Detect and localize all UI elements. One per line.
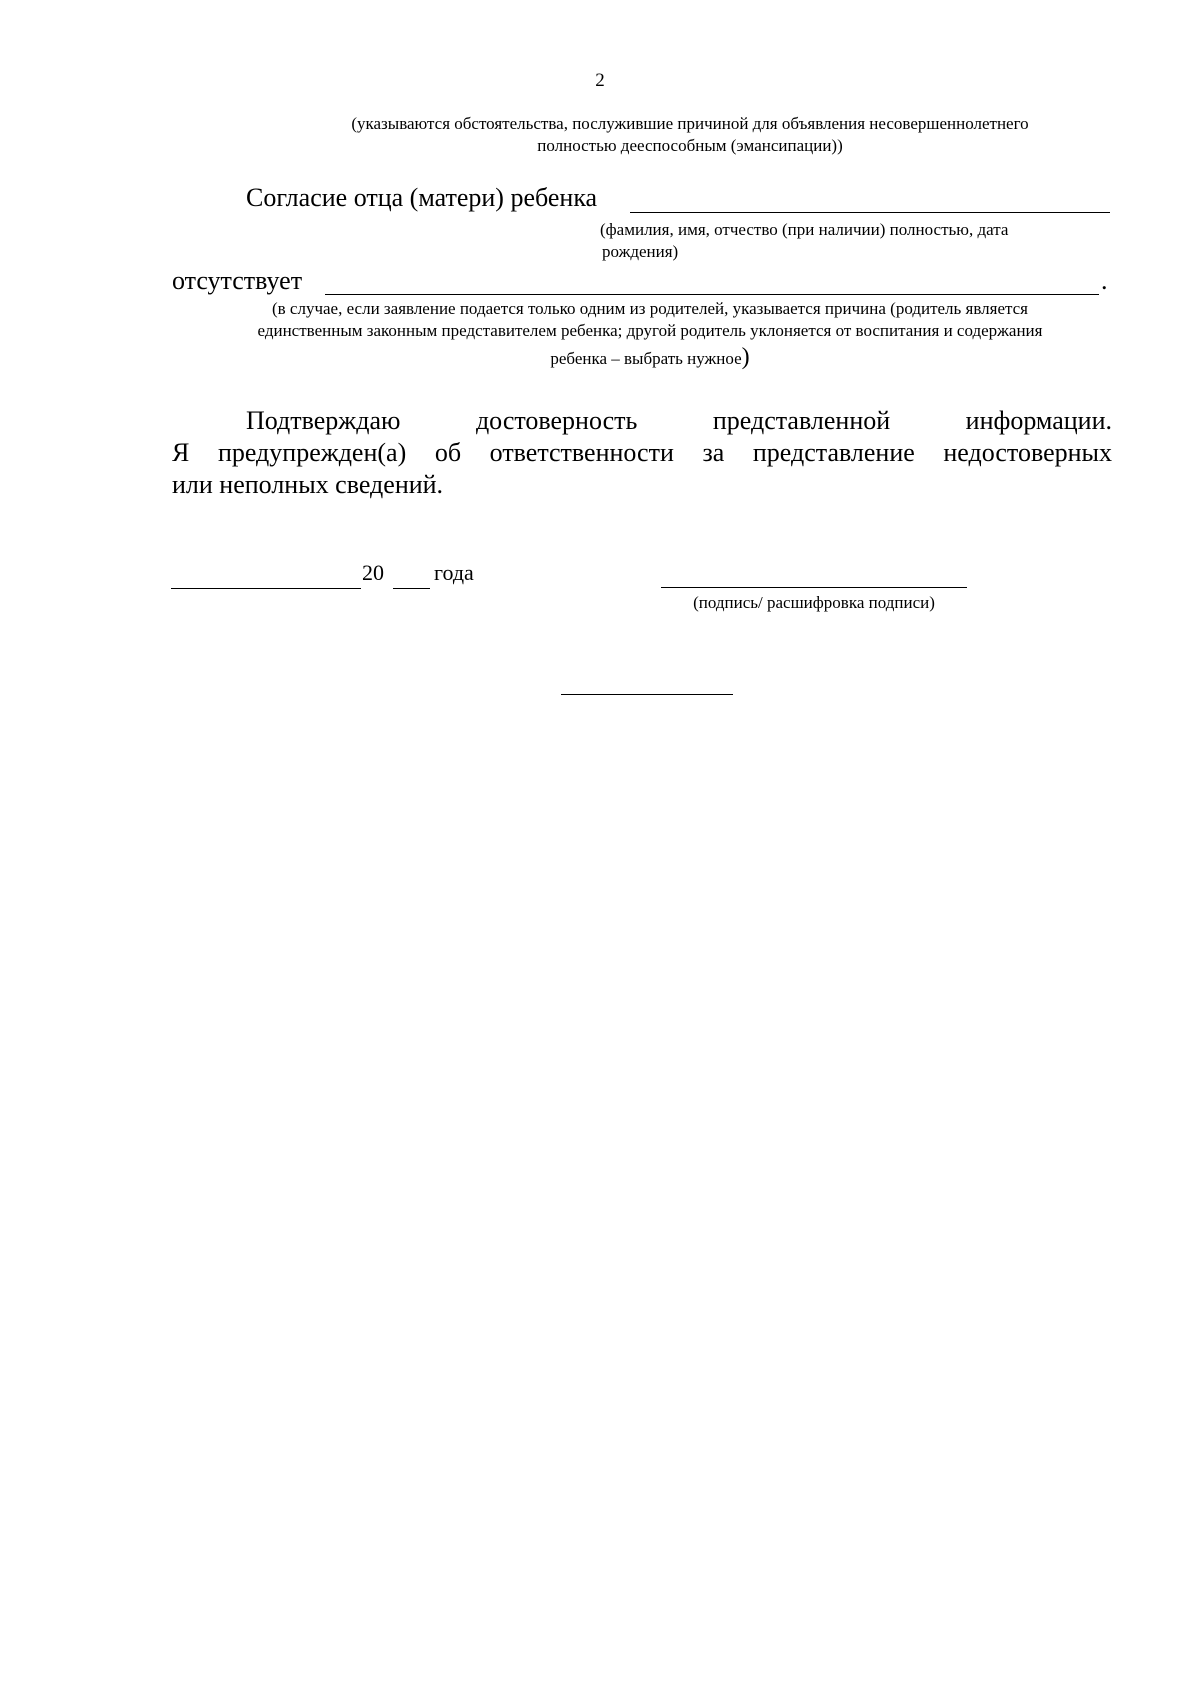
consent-field-hint [600, 219, 1100, 263]
absence-reason-hint-line-1: (в случае, если заявление подается только одним из родителей, указывается причина (родитель является [271, 299, 1029, 318]
confirmation-line-2: Я предупрежден(а) об ответственности за представление недостоверных [172, 438, 1112, 467]
consent-label: Согласие отца (матери) ребенка [246, 183, 598, 212]
absence-reason-terminal: . [1101, 266, 1108, 295]
absence-reason-hint-close: ) [741, 344, 750, 370]
emancipation-note-line-1: (указываются обстоятельства, послужившие причиной для объявления несовершеннолетнего [351, 114, 1029, 133]
date-day-month-field[interactable] [171, 588, 361, 589]
absence-reason-field[interactable] [325, 294, 1099, 295]
date-year-prefix: 20 [362, 560, 384, 585]
date-year-label: года [434, 560, 474, 585]
consent-parent-name-field[interactable] [630, 212, 1110, 213]
signature-field[interactable] [661, 587, 967, 588]
consent-field-hint-line-2: рождения) [602, 242, 679, 261]
absence-reason-hint-line-2: единственным законным представителем ребенка; другой родитель уклоняется от воспитания и содержания [257, 321, 1043, 340]
absent-label: отсутствует [172, 266, 303, 295]
end-of-document-divider [561, 694, 733, 695]
confirmation-statement [172, 405, 1112, 501]
date-year-field[interactable] [393, 588, 430, 589]
emancipation-note [250, 113, 1130, 157]
absence-reason-hint-line-3: ребенка – выбрать нужное [550, 349, 742, 368]
signature-caption: (подпись/ расшифровка подписи) [693, 593, 935, 612]
page-number: 2 [595, 70, 605, 91]
absence-reason-hint [168, 298, 1132, 370]
emancipation-note-line-2: полностью дееспособным (эмансипации)) [537, 136, 843, 155]
consent-field-hint-line-1: (фамилия, имя, отчество (при наличии) полностью, дата [600, 220, 1009, 239]
confirmation-line-3: или неполных сведений. [172, 470, 444, 499]
confirmation-line-1: Подтверждаю достоверность представленной информации. [246, 406, 1112, 435]
